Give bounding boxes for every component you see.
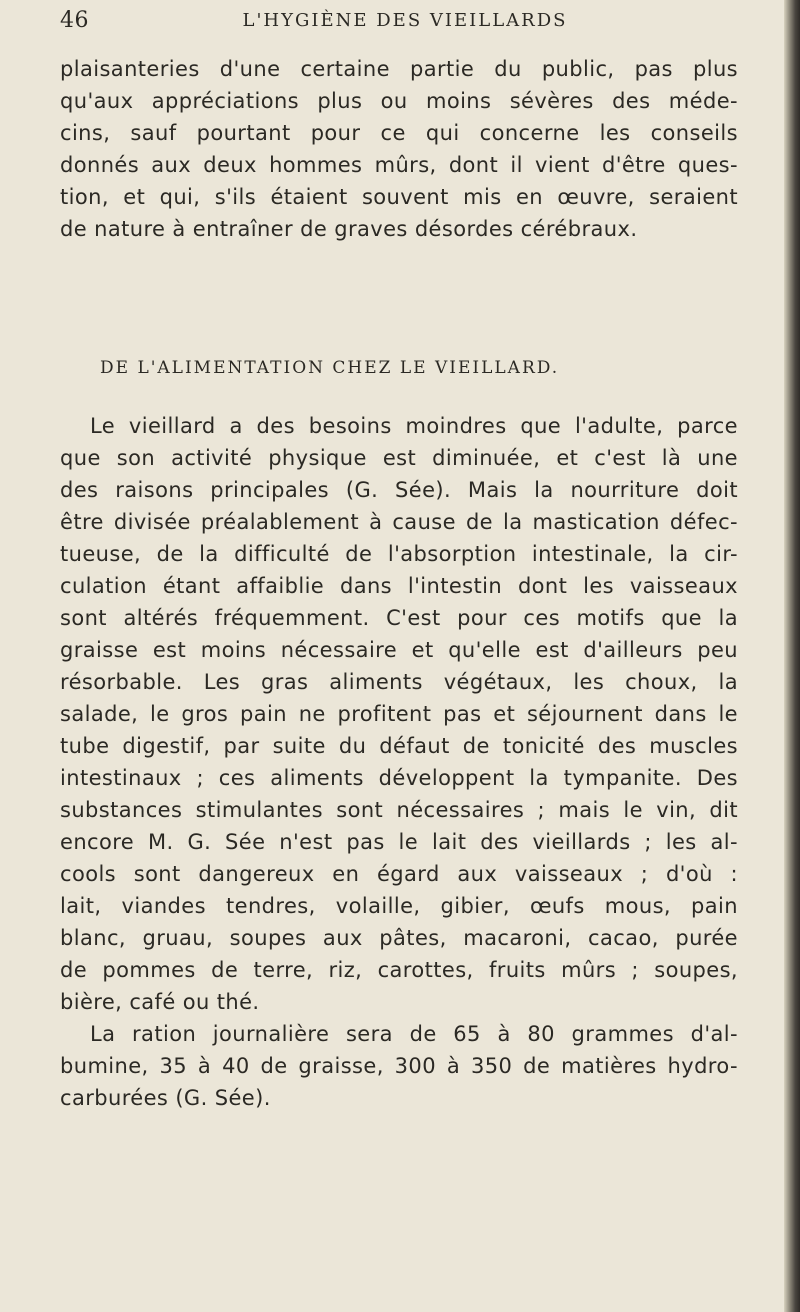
text-line: être divisée préalablement à cause de la mastication défec- (60, 510, 738, 534)
text-line: intestinaux ; ces aliments développent la tympanite. Des (60, 766, 738, 790)
text-line: bumine, 35 à 40 de graisse, 300 à 350 de matières hydro- (60, 1054, 738, 1078)
section-body (60, 410, 738, 1114)
running-title: L'HYGIÈNE DES VIEILLARDS (242, 10, 568, 31)
text-line: blanc, gruau, soupes aux pâtes, macaroni, cacao, purée (60, 926, 738, 950)
page-header (60, 8, 750, 40)
section-heading: DE L'ALIMENTATION CHEZ LE VIEILLARD. (100, 358, 560, 378)
text-line: tube digestif, par suite du défaut de tonicité des muscles (60, 734, 738, 758)
text-line: La ration journalière sera de 65 à 80 grammes d'al- (90, 1022, 738, 1046)
text-line: que son activité physique est diminuée, et c'est là une (60, 446, 738, 470)
page-number: 46 (60, 8, 89, 33)
text-line: cins, sauf pourtant pour ce qui concerne les conseils (60, 121, 738, 145)
text-line: donnés aux deux hommes mûrs, dont il vient d'être ques- (60, 153, 738, 177)
text-line: Le vieillard a des besoins moindres que l'adulte, parce (90, 414, 738, 438)
text-line: cools sont dangereux en égard aux vaisseaux ; d'où : (60, 862, 738, 886)
text-line: plaisanteries d'une certaine partie du public, pas plus (60, 57, 738, 81)
text-line: salade, le gros pain ne profitent pas et séjournent dans le (60, 702, 738, 726)
text-line: tion, et qui, s'ils étaient souvent mis en œuvre, seraient (60, 185, 738, 209)
text-line: de pommes de terre, riz, carottes, fruits mûrs ; soupes, (60, 958, 738, 982)
text-line: des raisons principales (G. Sée). Mais la nourriture doit (60, 478, 738, 502)
text-line: tueuse, de la difficulté de l'absorption intestinale, la cir- (60, 542, 738, 566)
text-line: carburées (G. Sée). (60, 1086, 271, 1110)
text-line: qu'aux appréciations plus ou moins sévères des méde- (60, 89, 738, 113)
text-line: encore M. G. Sée n'est pas le lait des vieillards ; les al- (60, 830, 738, 854)
paragraph-continued (60, 53, 738, 245)
text-line: sont altérés fréquemment. C'est pour ces motifs que la (60, 606, 738, 630)
text-line: culation étant affaiblie dans l'intestin dont les vaisseaux (60, 574, 738, 598)
text-line: lait, viandes tendres, volaille, gibier, œufs mous, pain (60, 894, 738, 918)
text-line: graisse est moins nécessaire et qu'elle est d'ailleurs peu (60, 638, 738, 662)
text-line: résorbable. Les gras aliments végétaux, les choux, la (60, 670, 738, 694)
text-line: substances stimulantes sont nécessaires ; mais le vin, dit (60, 798, 738, 822)
text-line: bière, café ou thé. (60, 990, 260, 1014)
text-line: de nature à entraîner de graves désordes cérébraux. (60, 217, 638, 241)
page-edge-shadow (784, 0, 800, 1312)
